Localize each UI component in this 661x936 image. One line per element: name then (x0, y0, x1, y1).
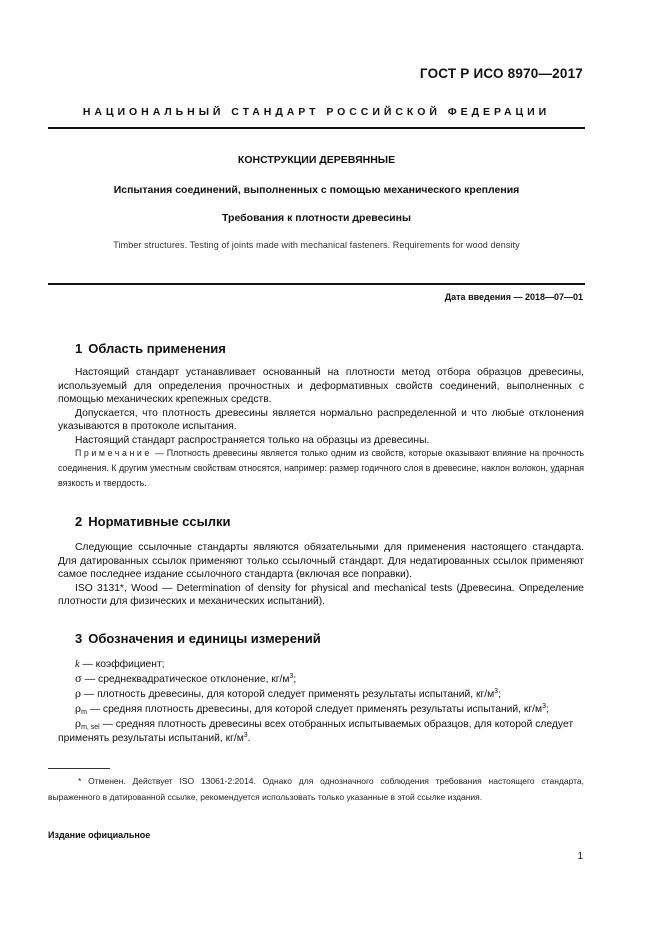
symbol: ρ (75, 718, 82, 730)
definition-text: — средняя плотность древесины, для которой следует применять результаты испытаний, кг/м (86, 704, 543, 715)
symbol: k (75, 659, 80, 670)
section-number: 3 (75, 631, 83, 646)
definition-text: — коэффициент; (79, 659, 165, 670)
symbol: ρ (75, 703, 82, 715)
section-1-note (58, 446, 584, 491)
section-title: Обозначения и единицы измерений (88, 631, 321, 646)
paragraph: ISO 3131*, Wood — Determination of density for physical and mechanical tests (Древесина. Определение плотности для физических и механических испытаний). (58, 582, 584, 608)
section-3-heading (75, 631, 321, 646)
official-edition: Издание официальное (48, 830, 151, 840)
symbol-subscript: m (81, 709, 87, 716)
section-1-body (58, 366, 584, 448)
footnote (48, 774, 584, 805)
footnote-text: * Отменен. Действует ISO 13061-2:2014. Однако для однозначного соблюдения требования настоящего стандарта, выраженного в датированной ссылке, рекомендуется использовать только указанные в этой ссылке издания. (48, 776, 584, 802)
unit-exponent: 3 (243, 732, 248, 739)
section-number: 1 (75, 341, 83, 356)
note-text: — Плотность древесины является только одним из свойств, которые оказывают влияние на прочность соединения. К другим уместным свойствам относятся, например: размер годичного слоя в древесине, наклон волокон, ударная вязкость и твердость. (58, 448, 584, 488)
note-label: Примечание (75, 448, 152, 458)
document-subtitle-2: Требования к плотности древесины (222, 212, 411, 224)
definition-text: — средняя плотность древесины всех отобранных испытываемых образцов, для которой следует применять результаты испытаний, кг/м (58, 719, 574, 744)
header-rule (48, 127, 585, 129)
symbol-definition (58, 687, 584, 702)
footnote-rule (48, 768, 110, 769)
punctuation: ; (546, 704, 549, 715)
definition-text: — плотность древесины, для которой следует применять результаты испытаний, кг/м (81, 689, 495, 700)
symbol-definition (58, 658, 584, 672)
section-title: Нормативные ссылки (88, 514, 231, 529)
section-2-heading (75, 514, 230, 529)
symbol: ρ (75, 688, 82, 700)
effective-date: Дата введения — 2018—07—01 (444, 292, 583, 302)
unit-exponent: 3 (542, 703, 546, 710)
section-number: 2 (75, 514, 83, 529)
symbol-subscript: m, sel (81, 724, 100, 731)
definition-text: — среднеквадратическое отклонение, кг/м (82, 674, 290, 685)
section-1-heading (75, 341, 226, 356)
document-subtitle: Испытания соединений, выполненных с помощью механического крепления (113, 184, 520, 196)
section-title: Область применения (88, 341, 226, 356)
punctuation: . (247, 733, 251, 744)
unit-exponent: 3 (289, 673, 294, 680)
symbol-definition (58, 717, 584, 746)
national-standard-heading: НАЦИОНАЛЬНЫЙ СТАНДАРТ РОССИЙСКОЙ ФЕДЕРАЦИИ (82, 106, 551, 118)
title-rule (48, 283, 585, 285)
paragraph: Настоящий стандарт распространяется только на образцы из древесины. (75, 434, 430, 446)
english-title: Timber structures. Testing of joints made with mechanical fasteners. Requirements for wood density (113, 240, 520, 250)
gost-code: ГОСТ Р ИСО 8970—2017 (419, 66, 583, 81)
paragraph: Настоящий стандарт устанавливает основанный на плотности метод отбора образцов древесины, используемый для определения прочностных и деформативных свойств соединений, выполненных с помощью механических крепежных средств. (58, 367, 584, 406)
symbol-definition (58, 672, 584, 687)
symbol: σ (75, 673, 83, 685)
unit-exponent: 3 (494, 688, 499, 695)
page-number: 1 (577, 851, 583, 862)
symbols-list (58, 658, 584, 746)
paragraph: Допускается, что плотность древесины является нормально распределенной и что любые отклонения указываются в протоколе испытания. (58, 407, 584, 433)
punctuation: ; (293, 674, 297, 685)
symbol-definition (58, 702, 584, 717)
paragraph: Следующие ссылочные стандарты являются обязательными для применения настоящего стандарта. Для датированных ссылок применяют только ссылочный стандарт. Для недатированных ссылок применяют самое последнее издание ссылочного стандарта (включая все поправки). (58, 542, 584, 581)
punctuation: ; (498, 689, 501, 700)
section-2-body (58, 541, 584, 609)
document-title: КОНСТРУКЦИИ ДЕРЕВЯННЫЕ (237, 154, 396, 166)
